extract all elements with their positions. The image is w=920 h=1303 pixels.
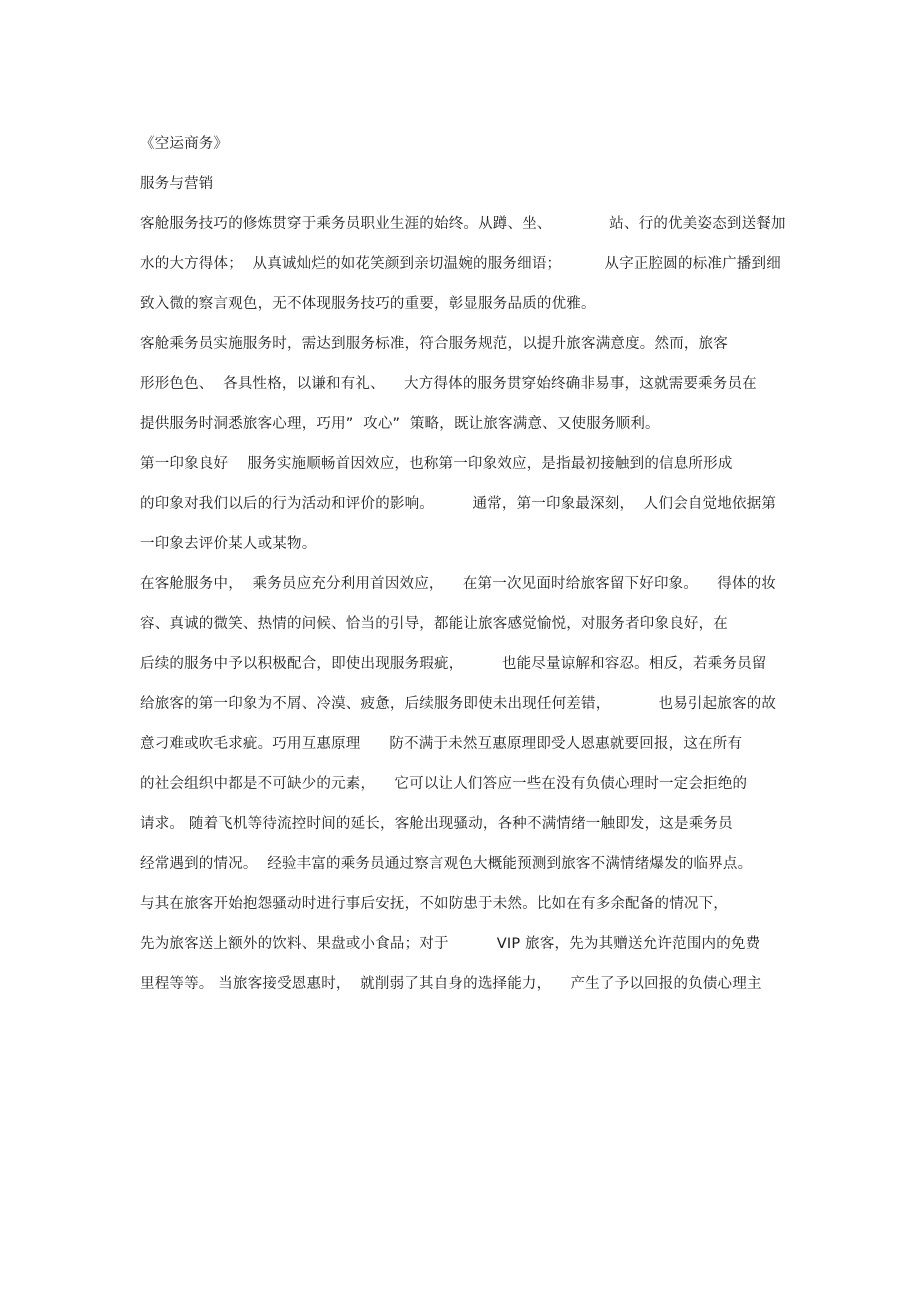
paragraph-5-line-3: 里程等等。 当旅客接受恩惠时， 就削弱了其自身的选择能力， 产生了予以回报的负债心理主 <box>140 976 762 992</box>
paragraph-2-line-2: 形形色色、 各具性格，以谦和有礼、 大方得体的服务贯穿始终确非易事，这就需要乘务员在 <box>140 376 757 392</box>
paragraph-4-line-3: 后续的服务中予以积极配合，即使出现服务瑕疵， 也能尽量谅解和容忍。相反，若乘务员留 <box>140 656 767 672</box>
paragraph-1-line-1: 客舱服务技巧的修炼贯穿于乘务员职业生涯的始终。从蹲、坐、 站、行的优美姿态到送餐加 <box>140 216 786 232</box>
paragraph-1-line-3: 致入微的察言观色，无不体现服务技巧的重要，彰显服务品质的优雅。 <box>140 296 596 312</box>
paragraph-4-line-7: 请求。 随着飞机等待流控时间的延长，客舱出现骚动，各种不满情绪一触即发，这是乘务员 <box>140 816 733 832</box>
paragraph-2-line-1: 客舱乘务员实施服务时，需达到服务标准，符合服务规范，以提升旅客满意度。然而，旅客 <box>140 336 728 352</box>
paragraph-4-line-6: 的社会组织中都是不可缺少的元素， 它可以让人们答应一些在没有负债心理时一定会拒绝的 <box>140 776 748 792</box>
paragraph-4-line-1: 在客舱服务中， 乘务员应充分利用首因效应， 在第一次见面时给旅客留下好印象。 得体的妆 <box>140 576 777 592</box>
paragraph-4-line-2: 容、真诚的微笑、热情的问候、恰当的引导，都能让旅客感觉愉悦，对服务者印象良好，在 <box>140 616 728 632</box>
paragraph-4-line-8: 经常遇到的情况。 经验丰富的乘务员通过察言观色大概能预测到旅客不满情绪爆发的临界点。 <box>140 856 753 872</box>
paragraph-3-line-2: 的印象对我们以后的行为活动和评价的影响。 通常，第一印象最深刻， 人们会自觉地依据第 <box>140 496 777 512</box>
paragraph-5-line-2: 先为旅客送上额外的饮料、果盘或小食品；对于 VIP 旅客，先为其赠送允许范围内的免费 <box>140 936 761 952</box>
paragraph-5-line-1: 与其在旅客开始抱怨骚动时进行事后安抚，不如防患于未然。比如在有多余配备的情况下， <box>140 896 728 912</box>
paragraph-3-line-3: 一印象去评价某人或某物。 <box>140 536 317 552</box>
document-title: 《空运商务》 <box>140 136 229 152</box>
paragraph-1-line-2: 水的大方得体； 从真诚灿烂的如花笑颜到亲切温婉的服务细语； 从字正腔圆的标准广播到细 <box>140 256 781 272</box>
document-subtitle: 服务与营销 <box>140 176 214 192</box>
paragraph-3-line-1: 第一印象良好 服务实施顺畅首因效应，也称第一印象效应，是指最初接触到的信息所形成 <box>140 456 733 472</box>
paragraph-4-line-4: 给旅客的第一印象为不屑、冷漠、疲惫，后续服务即使未出现任何差错， 也易引起旅客的故 <box>140 696 777 712</box>
document-text-body <box>140 124 784 1004</box>
paragraph-4-line-5: 意刁难或吹毛求疵。巧用互惠原理 防不满于未然互惠原理即受人恩惠就要回报，这在所有 <box>140 736 743 752</box>
paragraph-2-line-3: 提供服务时洞悉旅客心理，巧用” 攻心” 策略，既让旅客满意、又使服务顺利。 <box>140 416 660 432</box>
